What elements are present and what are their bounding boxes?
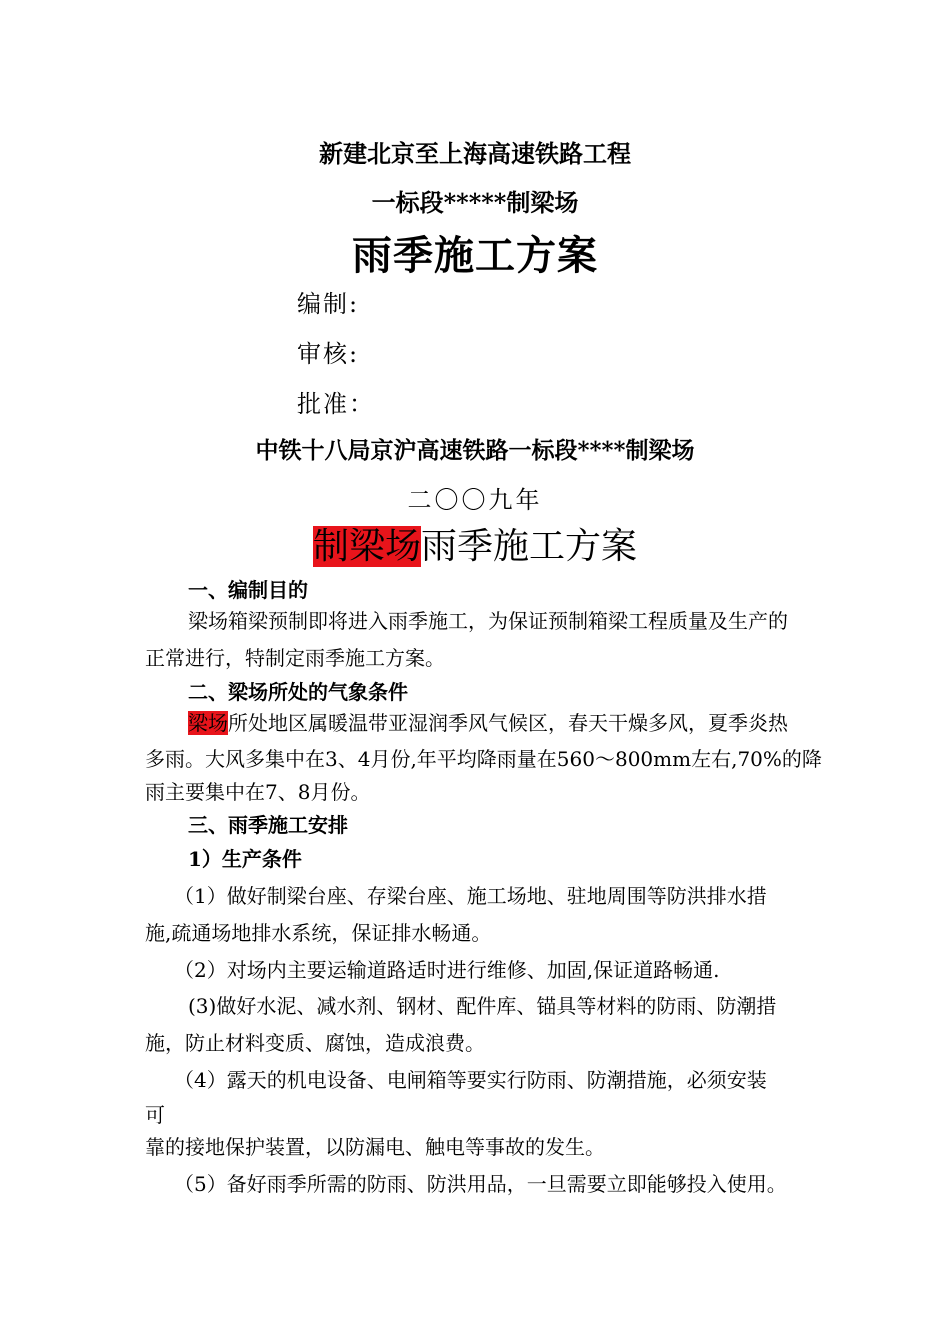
section-2-highlight: 梁场 [188, 711, 228, 735]
document-title [0, 518, 950, 569]
section-1-paragraph-line1: 梁场箱梁预制即将进入雨季施工，为保证预制箱梁工程质量及生产的 [188, 609, 788, 633]
section-1-heading: 一、编制目的 [188, 578, 308, 602]
section-3-subheading: 1）生产条件 [188, 847, 302, 871]
document-title-rest: 雨季施工方案 [421, 526, 638, 567]
section-2-paragraph-line3: 雨主要集中在7、8月份。 [145, 780, 371, 804]
item-4-line1: （4）露天的机电设备、电闸箱等要实行防雨、防潮措施，必须安装 [174, 1068, 767, 1092]
section-2-line1-rest: 所处地区属暖温带亚湿润季风气候区，春天干燥多风，夏季炎热 [228, 711, 788, 735]
item-3-line1: (3)做好水泥、减水剂、钢材、配件库、锚具等材料的防雨、防潮措 [188, 994, 777, 1018]
approved-by-label: 批准： [297, 390, 375, 418]
section-2-paragraph-line2: 多雨。大风多集中在3、4月份,年平均降雨量在560～800mm左右,70%的降 [145, 747, 822, 771]
item-4-line2: 可 [145, 1103, 165, 1127]
item-4-line3: 靠的接地保护装置，以防漏电、触电等事故的发生。 [145, 1135, 605, 1159]
cover-title-line2: 一标段*****制梁场 [371, 188, 579, 217]
section-2-heading: 二、梁场所处的气象条件 [188, 680, 408, 704]
section-2-paragraph-line1 [188, 707, 788, 736]
cover-title-line1: 新建北京至上海高速铁路工程 [319, 139, 631, 168]
section-1-paragraph-line2: 正常进行，特制定雨季施工方案。 [145, 646, 445, 670]
item-2: （2）对场内主要运输道路适时进行维修、加固,保证道路畅通. [174, 958, 720, 982]
item-1-line1: （1）做好制梁台座、存梁台座、施工场地、驻地周围等防洪排水措 [174, 884, 767, 908]
cover-main-title: 雨季施工方案 [352, 232, 598, 279]
item-1-line2: 施,疏通场地排水系统，保证排水畅通。 [145, 921, 492, 945]
reviewed-by-label: 审核: [297, 340, 360, 368]
item-5: （5）备好雨季所需的防雨、防洪用品，一旦需要立即能够投入使用。 [174, 1172, 787, 1196]
document-title-highlight: 制梁场 [312, 526, 421, 567]
organization-name: 中铁十八局京沪高速铁路一标段****制梁场 [255, 437, 695, 464]
prepared-by-label: 编制: [297, 290, 360, 318]
section-3-heading: 三、雨季施工安排 [188, 813, 348, 837]
document-year: 二〇〇九年 [407, 486, 543, 514]
item-3-line2: 施，防止材料变质、腐蚀，造成浪费。 [145, 1031, 485, 1055]
